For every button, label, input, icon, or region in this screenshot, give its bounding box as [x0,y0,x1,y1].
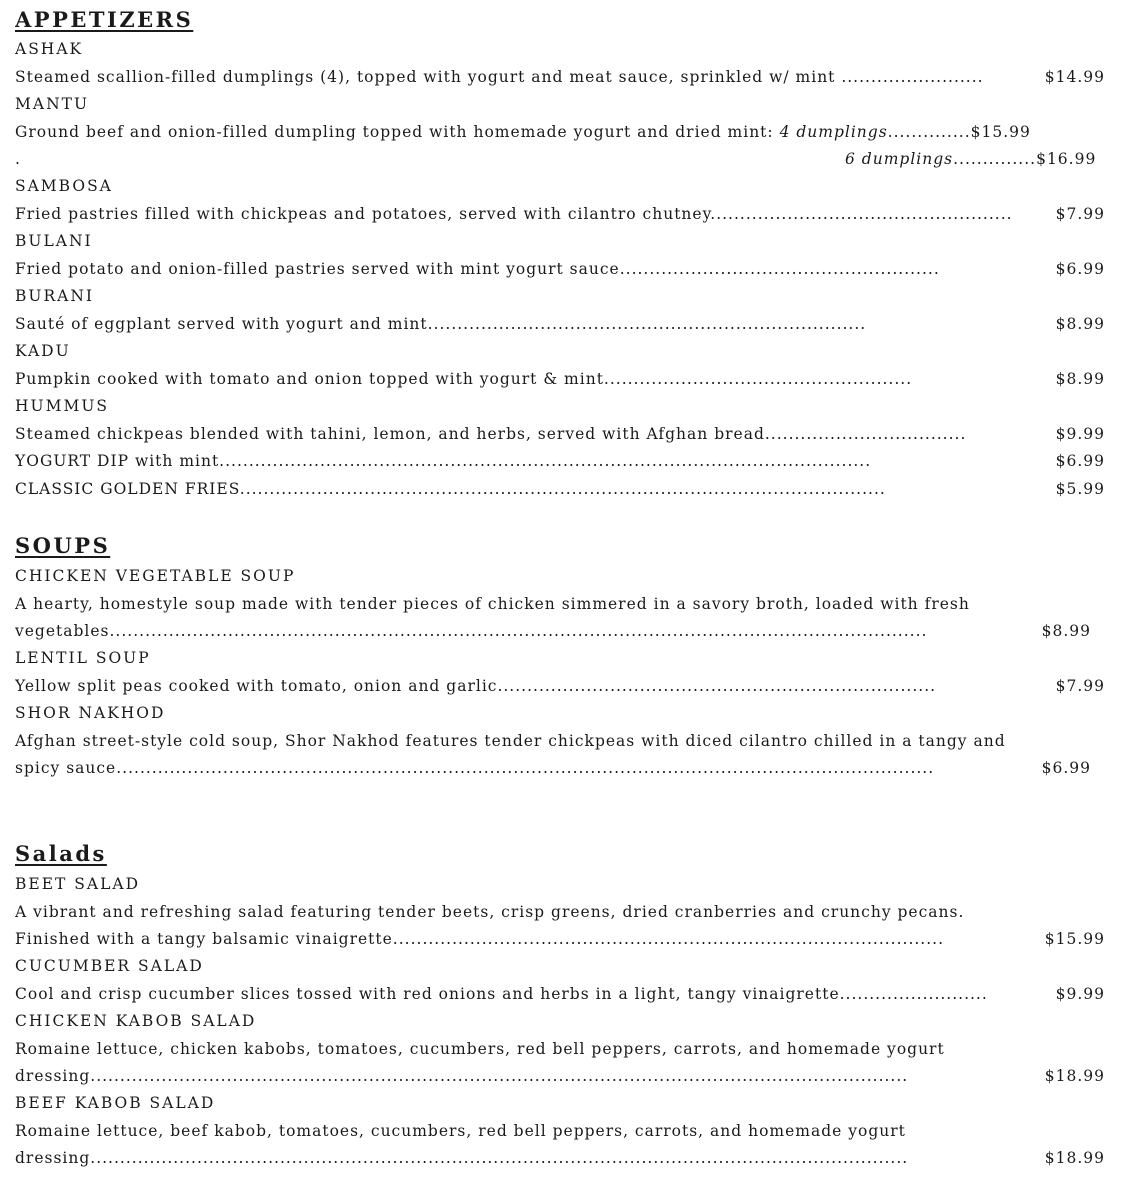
item-line-chicken-kabob-salad [15,1063,1105,1090]
dot: . [15,150,21,168]
item-price: $8.99 [1052,311,1105,338]
item-name-shor-nakhod: SHOR NAKHOD [15,704,166,722]
item-desc: Cool and crisp cucumber slices tossed with red onions and herbs in a light, tangy vinaigrette......................... [15,985,988,1003]
item-line-beef-kabob-salad [15,1145,1105,1172]
item-price: $9.99 [1052,981,1105,1008]
item-name-cucumber-salad: CUCUMBER SALAD [15,957,204,975]
item-price: $18.99 [1041,1063,1105,1090]
item-desc: Steamed scallion-filled dumplings (4), topped with yogurt and meat sauce, sprinkled w/ mint ........................ [15,68,984,86]
item-line-beet-salad [15,926,1105,953]
item-desc: dressing.......................................................................................................................................... [15,1149,909,1167]
item-name-burani: BURANI [15,287,95,305]
item-name-lentil-soup: LENTIL SOUP [15,649,151,667]
item-name-mantu: MANTU [15,95,90,113]
item-line-mantu [15,119,1105,146]
item-desc-line-1: Romaine lettuce, beef kabob, tomatoes, cucumbers, red bell peppers, carrots, and homemade yogurt [15,1122,906,1140]
item-price: $9.99 [1052,421,1105,448]
dots: .............. [887,123,971,141]
item-line-sambosa [15,201,1105,228]
item-name-beet-salad: BEET SALAD [15,875,141,893]
item-desc: Ground beef and onion-filled dumpling topped with homemade yogurt and dried mint: [15,123,780,141]
item-price: $6.99 [1052,256,1105,283]
item-line-kadu [15,366,1105,393]
item-name-sambosa: SAMBOSA [15,177,113,195]
item-price: $15.99 [1041,926,1105,953]
item-desc-line-1: Afghan street-style cold soup, Shor Nakhod features tender chickpeas with diced cilantro chilled in a tangy and [15,732,1006,750]
item-price: $6.99 [1052,448,1105,475]
mantu-option-2: 6 dumplings [845,150,954,168]
item-desc: YOGURT DIP with mint.............................................................................................................. [15,452,872,470]
item-name-chicken-kabob-salad: CHICKEN KABOB SALAD [15,1012,257,1030]
salads-heading: Salads [15,841,107,866]
item-price: $14.99 [1041,64,1105,91]
mantu-option-2-wrap [845,146,1096,173]
item-desc: vegetables.......................................................................................................................................... [15,622,928,640]
item-price: $7.99 [1052,201,1105,228]
item-name-ashak: ASHAK [15,40,84,58]
item-name-hummus: HUMMUS [15,397,110,415]
item-desc: CLASSIC GOLDEN FRIES............................................................................................................. [15,480,886,498]
item-desc-line-1: A hearty, homestyle soup made with tender pieces of chicken simmered in a savory broth, loaded with fresh [15,595,970,613]
item-line-mantu-2 [15,146,1105,173]
item-price: $18.99 [1041,1145,1105,1172]
item-price: $16.99 [1036,150,1097,168]
item-price: $6.99 [1038,755,1091,782]
item-line-burani [15,311,1105,338]
dots: .............. [953,150,1037,168]
item-price: $8.99 [1038,618,1091,645]
item-price: $5.99 [1052,476,1105,503]
item-desc: Sauté of eggplant served with yogurt and mint.......................................................................... [15,315,867,333]
item-desc-line-1: A vibrant and refreshing salad featuring tender beets, crisp greens, dried cranberries and crunchy pecans. [15,903,965,921]
item-price: $8.99 [1052,366,1105,393]
item-line-yogurt-dip [15,448,1105,475]
item-desc: dressing.......................................................................................................................................... [15,1067,909,1085]
appetizers-heading: APPETIZERS [15,7,194,32]
item-desc: Yellow split peas cooked with tomato, onion and garlic.......................................................................... [15,677,937,695]
item-price: $7.99 [1052,673,1105,700]
item-desc: Pumpkin cooked with tomato and onion topped with yogurt & mint.................................................... [15,370,913,388]
item-line-hummus [15,421,1105,448]
item-line-shor-nakhod [15,755,1105,782]
item-line-lentil-soup [15,673,1105,700]
item-line-ashak [15,64,1105,91]
item-desc: Steamed chickpeas blended with tahini, lemon, and herbs, served with Afghan bread.................................. [15,425,967,443]
item-desc: Fried pastries filled with chickpeas and potatoes, served with cilantro chutney................................................... [15,205,1013,223]
item-line-chicken-vegetable-soup [15,618,1105,645]
item-desc: Finished with a tangy balsamic vinaigrette............................................................................................. [15,930,945,948]
item-line-cucumber-salad [15,981,1105,1008]
item-price: $15.99 [970,123,1031,141]
item-desc-line-1: Romaine lettuce, chicken kabobs, tomatoes, cucumbers, red bell peppers, carrots, and homemade yogurt [15,1040,945,1058]
item-name-kadu: KADU [15,342,71,360]
item-line-bulani [15,256,1105,283]
mantu-option-1: 4 dumplings [779,123,888,141]
item-desc: spicy sauce.......................................................................................................................................... [15,759,935,777]
item-line-fries [15,476,1105,503]
item-name-beef-kabob-salad: BEEF KABOB SALAD [15,1094,216,1112]
item-desc: Fried potato and onion-filled pastries served with mint yogurt sauce...................................................... [15,260,940,278]
soups-heading: SOUPS [15,533,111,558]
item-name-chicken-vegetable-soup: CHICKEN VEGETABLE SOUP [15,567,296,585]
item-name-bulani: BULANI [15,232,93,250]
